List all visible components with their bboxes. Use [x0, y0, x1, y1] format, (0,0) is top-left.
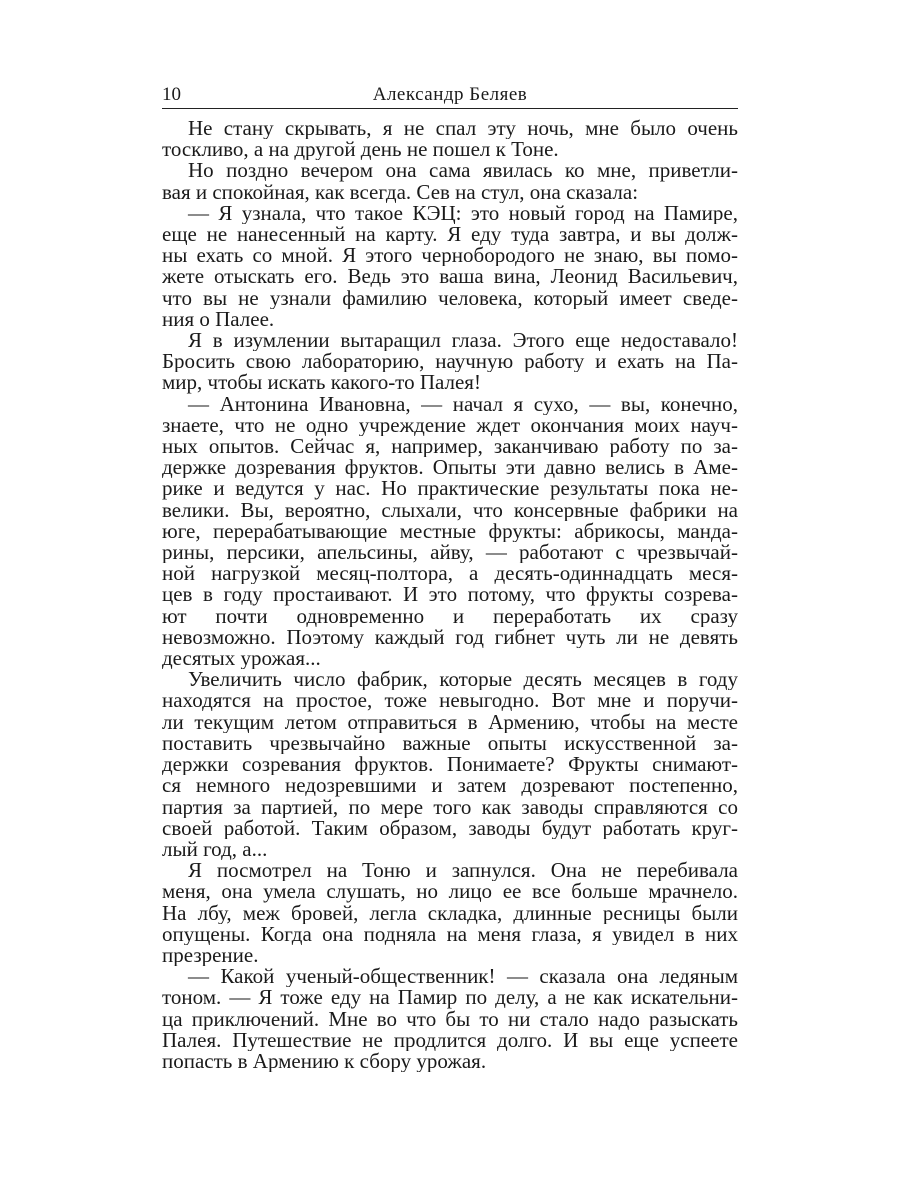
author-name: Александр Беляев — [372, 84, 528, 105]
running-head — [162, 82, 738, 108]
text-line: — Какой ученый-общественник! — сказала она ледяным — [188, 966, 738, 988]
text-line: рины, персики, апельсины, айву, — работают с чрезвычай- — [162, 542, 738, 564]
text-line: цев в году простаивают. И это потому, что фрукты созрева- — [162, 584, 738, 606]
text-line: — Я узнала, что такое КЭЦ: это новый город на Памире, — [188, 202, 738, 225]
text-line: Не стану скрывать, я не спал эту ночь, мне было очень — [188, 118, 738, 140]
text-line: рике и ведутся у нас. Но практические результаты пока не- — [162, 478, 738, 500]
text-line: знаете, что не одно учреждение ждет окончания моих науч- — [162, 414, 738, 437]
text-line: Увеличить число фабрик, которые десять месяцев в году — [188, 669, 738, 691]
text-line: вая и спокойная, как всегда. Сев на стул, она сказала: — [162, 181, 639, 203]
paragraph — [162, 966, 738, 1072]
text-line: ца приключений. Мне во что бы то ни стало надо разыскать — [162, 1008, 738, 1030]
text-line: Но поздно вечером она сама явилась ко мне, приветли- — [188, 160, 738, 182]
text-line: попасть в Армению к сбору урожая. — [162, 1050, 487, 1073]
text-line: ли текущим летом отправиться в Армению, чтобы на месте — [162, 711, 738, 733]
text-line: ной нагрузкой месяц-полтора, а десять-одиннадцать меся- — [162, 563, 738, 585]
text-line: Я посмотрел на Тоню и запнулся. Она не перебивала — [188, 860, 738, 882]
text-line: велики. Вы, вероятно, слыхали, что консервные фабрики на — [162, 499, 738, 521]
text-line: ны ехать со мной. Я этого чернобородого не знаю, вы помо- — [162, 245, 738, 267]
text-line: своей работой. Таким образом, заводы будут работать круг- — [162, 817, 738, 839]
text-line: поставить чрезвычайно важные опыты искусственной за- — [162, 732, 738, 755]
text-line: ют почти одновременно и переработать их сразу — [162, 605, 738, 627]
page-number: 10 — [162, 84, 181, 105]
text-line: мир, чтобы искать какого-то Палея! — [162, 372, 481, 394]
text-line: еще не нанесенный на карту. Я еду туда завтра, и вы долж- — [162, 224, 738, 246]
text-line: Я в изумлении вытаращил глаза. Этого еще недоставало! — [188, 330, 738, 352]
text-line: десятых урожая... — [162, 648, 321, 670]
text-line: меня, она умела слушать, но лицо ее все больше мрачнело. — [162, 881, 738, 903]
paragraph — [162, 160, 738, 202]
body-text — [162, 118, 738, 1072]
text-line: держки созревания фруктов. Понимаете? Фрукты снимают- — [162, 754, 738, 776]
text-line: лый год, а... — [162, 838, 268, 861]
header-rule — [162, 108, 738, 109]
text-line: невозможно. Поэтому каждый год гибнет чуть ли не девять — [162, 626, 738, 649]
text-line: ния о Палее. — [162, 308, 275, 331]
text-line: опущены. Когда она подняла на меня глаза, я увидел в них — [162, 923, 738, 945]
paragraph — [162, 203, 738, 330]
text-line: — Антонина Ивановна, — начал я сухо, — вы, конечно, — [188, 393, 738, 415]
text-line: тоном. — Я тоже еду на Памир по делу, а не как искательни- — [162, 987, 738, 1009]
text-line: юге, перерабатывающие местные фрукты: абрикосы, манда- — [162, 520, 738, 543]
paragraph — [162, 860, 738, 966]
text-line: держке дозревания фруктов. Опыты эти давно велись в Аме- — [162, 457, 738, 479]
paragraph — [162, 669, 738, 860]
text-line: На лбу, меж бровей, легла складка, длинные ресницы были — [162, 902, 738, 924]
text-line: презрение. — [162, 944, 259, 967]
text-line: Палея. Путешествие не продлится долго. И вы еще успеете — [162, 1029, 738, 1051]
text-line: находятся на простое, тоже невыгодно. Вот мне и поручи- — [162, 690, 738, 712]
paragraph — [162, 118, 738, 160]
text-line: жете отыскать его. Ведь это ваша вина, Леонид Васильевич, — [162, 266, 738, 288]
text-line: ных опытов. Сейчас я, например, заканчиваю работу по за- — [162, 436, 738, 458]
text-line: что вы не узнали фамилию человека, который имеет сведе- — [162, 287, 738, 309]
text-line: Бросить свою лабораторию, научную работу и ехать на Па- — [162, 351, 738, 373]
text-line: партия за партией, по мере того как заводы справляются со — [162, 796, 738, 818]
text-line: тоскливо, а на другой день не пошел к Тоне. — [162, 139, 559, 161]
text-line: ся немного недозревшими и затем дозревают постепенно, — [162, 775, 738, 797]
paragraph — [162, 330, 738, 394]
paragraph — [162, 394, 738, 670]
